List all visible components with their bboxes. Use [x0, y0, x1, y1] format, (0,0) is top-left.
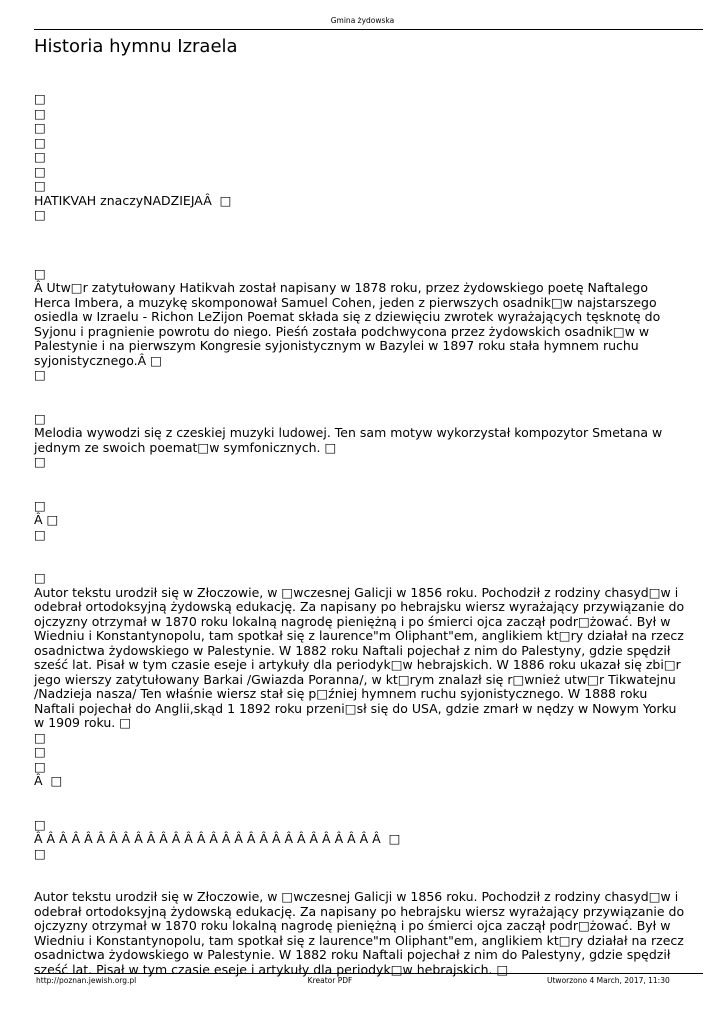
placeholder-glyph: Â □	[34, 773, 63, 788]
footer-divider	[34, 973, 703, 974]
paragraph-hatikvah-origin: Â Utw□r zatytułowany Hatikvah został napisany w 1878 roku, przez żydowskiego poetę Naftalego Herca Imbera, a muzykę skomponował Samuel Cohen, jeden z pierwszych osadnik□w najstarszego osiedla w Izraelu - Richon LeZijon Poemat składa się z dziewięciu zwrotek wyrażających tęsknotę do Syjonu i pragnienie powrotu do niego. Pieśń została podchwycona przez żydowskich osadnik□w w Palestynie i na pierwszym Kongresie syjonistycznym w Bazylei w 1897 roku stała hymnem ruchu syjonistycznego.Â □	[34, 280, 661, 368]
encoding-artifact-line: Â Â Â Â Â Â Â Â Â Â Â Â Â Â Â Â Â Â Â Â Â Â Â Â Â Â Â Â □	[34, 831, 401, 846]
hatikvah-heading: HATIKVAH znaczyNADZIEJAÂ □	[34, 192, 232, 208]
placeholder-glyph: □	[34, 207, 46, 222]
placeholder-glyph: □	[34, 845, 46, 861]
spacer	[34, 223, 688, 267]
paragraph-melody: Melodia wywodzi się z czeskiej muzyki ludowej. Ten sam motyw wykorzystał kompozytor Smetana w jednym ze swoich poemat□w symfonicznych. □	[34, 425, 663, 455]
placeholder-glyph: □	[34, 744, 46, 759]
spacer	[34, 861, 688, 890]
placeholder-glyph: □	[34, 497, 46, 513]
spacer	[34, 542, 688, 571]
placeholder-glyph: □	[34, 729, 46, 745]
placeholder-glyph: □	[34, 410, 46, 426]
placeholder-glyph: □	[34, 265, 46, 281]
placeholder-glyph: □	[34, 816, 46, 832]
placeholder-glyph: □	[34, 758, 46, 774]
placeholder-glyph: □	[34, 91, 46, 106]
footer-generator: Kreator PDF	[307, 976, 353, 985]
article-body	[34, 92, 688, 977]
placeholder-glyph: □	[34, 178, 46, 193]
spacer	[34, 789, 688, 818]
placeholder-glyph: □	[34, 367, 46, 382]
placeholder-glyph: □	[34, 570, 46, 585]
header-divider	[34, 29, 703, 30]
spacer	[34, 470, 688, 499]
placeholder-glyph: Â □	[34, 512, 59, 527]
paragraph-author-bio-repeat: Autor tekstu urodził się w Złoczowie, w □wczesnej Galicji w 1856 roku. Pochodził z rodziny chasyd□w i odebrał ortodoksyjną żydowską edukację. Za napisany po hebrajsku wiersz wyrażający przywiązanie do ojczyzny otrzymał w 1870 roku lokalną nagrodę pieniężną i po śmierci ojca zaczął podr□żować. Był w Wiedniu i Konstantynopolu, tam spotkał się z laurence"m Oliphant"em, anglikiem kt□ry działał na rzecz osadnictwa żydowskiego w Palestynie. W 1882 roku Naftali pojechał z nim do Palestyny, gdzie spędził sześć lat. Pisał w tym czasie eseje i artykuły dla periodyk□w hebrajskich. □	[34, 889, 685, 977]
page-title: Historia hymnu Izraela	[34, 36, 238, 57]
paragraph-author-bio: Autor tekstu urodził się w Złoczowie, w □wczesnej Galicji w 1856 roku. Pochodził z rodziny chasyd□w i odebrał ortodoksyjną żydowską edukację. Za napisany po hebrajsku wiersz wyrażający przywiązanie do ojczyzny otrzymał w 1870 roku lokalną nagrodę pieniężną i po śmierci ojca zaczął podr□żować. Był w Wiedniu i Konstantynopolu, tam spotkał się z laurence"m Oliphant"em, anglikiem kt□ry działał na rzecz osadnictwa żydowskiego w Palestynie. W 1882 roku Naftali pojechał z nim do Palestyny, gdzie spędził sześć lat. Pisał w tym czasie eseje i artykuły dla periodyk□w hebrajskich. W 1886 roku ukazał się zbi□r jego wierszy zatytułowany Barkai /Gwiazda Poranna/, w kt□rym znalazł się r□wnież utw□r Tikwatejnu /Nadzieja nasza/ Ten właśnie wiersz stał się p□źniej hymnem ruchu syjonistycznego. W 1888 roku Naftali pojechał do Anglii,skąd 1 1892 roku przeni□sł się do USA, gdzie zmarł w nędzy w Nowym Yorku w 1909 roku. □	[34, 584, 685, 730]
placeholder-glyph: □	[34, 134, 46, 150]
footer-url-link[interactable]: http://poznan.jewish.org.pl	[36, 976, 137, 985]
footer-created-date: Utworzono 4 March, 2017, 11:30	[547, 976, 670, 985]
placeholder-glyph: □	[34, 163, 46, 179]
placeholder-glyph: □	[34, 105, 46, 121]
placeholder-glyph: □	[34, 454, 46, 469]
spacer	[34, 383, 688, 412]
placeholder-glyph: □	[34, 120, 46, 135]
header-site-name: Gmina żydowska	[330, 16, 395, 25]
placeholder-glyph: □	[34, 526, 46, 542]
placeholder-glyph: □	[34, 149, 46, 164]
